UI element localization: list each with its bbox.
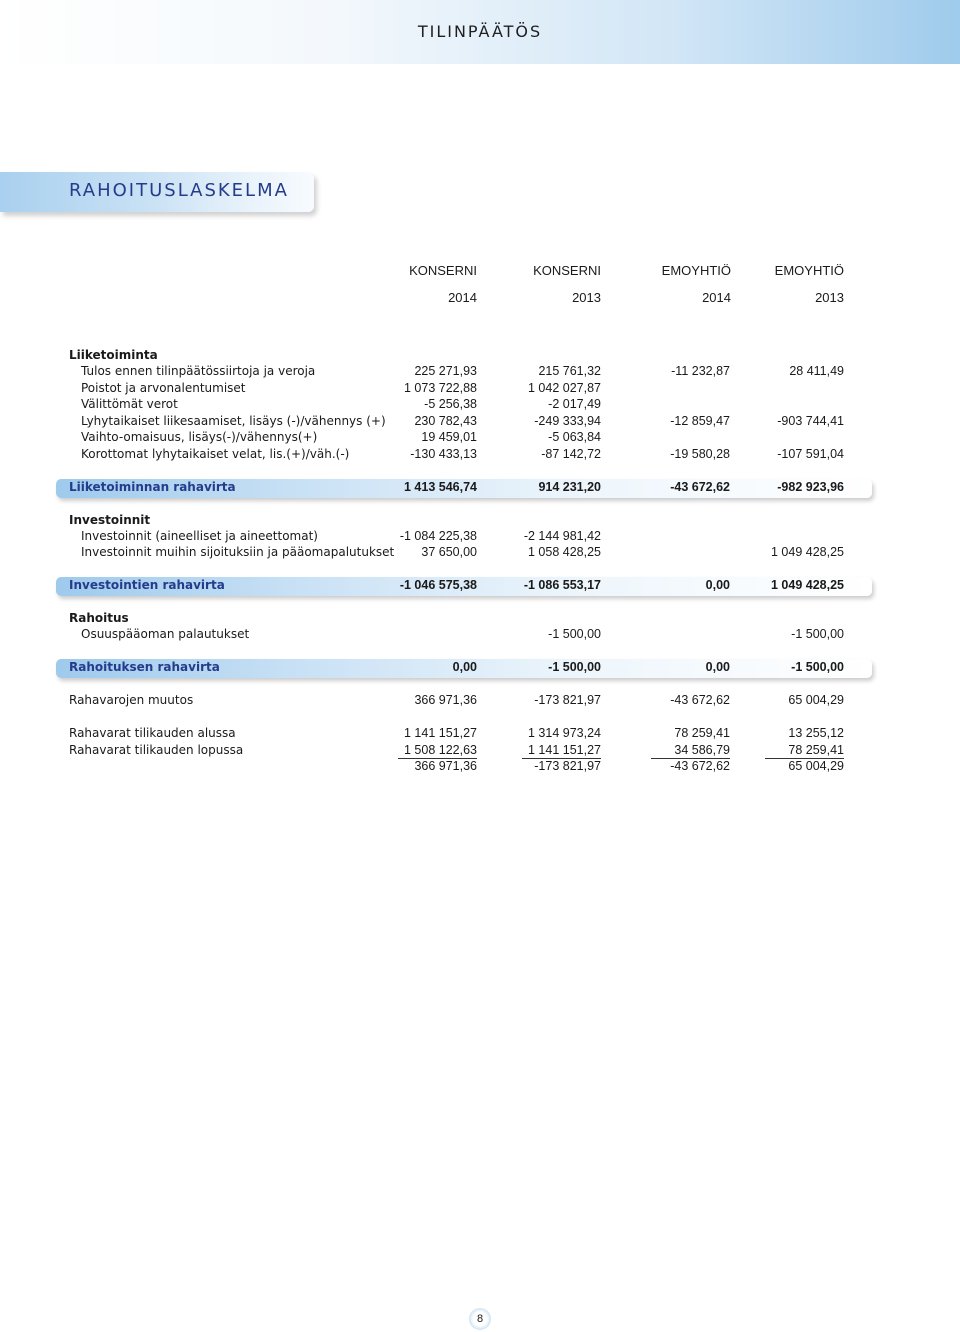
row-value: 65 004,29	[788, 693, 844, 707]
difference-value: 65 004,29	[788, 759, 844, 773]
total-value: -1 086 553,17	[523, 578, 601, 592]
row-value: 1 042 027,87	[528, 381, 601, 395]
row-value: 1 314 973,24	[528, 726, 601, 740]
row-value: 225 271,93	[414, 364, 477, 378]
column-header-year: 2014	[448, 290, 477, 305]
column-header-entity: KONSERNI	[533, 263, 601, 278]
column-header-year: 2014	[702, 290, 731, 305]
row-label: Vaihto-omaisuus, lisäys(-)/vähennys(+)	[81, 430, 318, 444]
row-value: 34 586,79	[674, 743, 730, 757]
row-label: Investoinnit (aineelliset ja aineettomat)	[81, 529, 318, 543]
row-value: 19 459,01	[421, 430, 477, 444]
row-value: 78 259,41	[788, 743, 844, 757]
row-value: -2 017,49	[548, 397, 601, 411]
total-value: -982 923,96	[777, 480, 844, 494]
total-label: Liiketoiminnan rahavirta	[69, 480, 236, 494]
row-label: Rahavarat tilikauden alussa	[69, 726, 236, 740]
total-value: 0,00	[705, 660, 730, 674]
page-header-title: TILINPÄÄTÖS	[417, 22, 543, 41]
row-value: -173 821,97	[534, 693, 601, 707]
column-header-year: 2013	[815, 290, 844, 305]
row-value: 1 049 428,25	[771, 545, 844, 559]
total-label: Rahoituksen rahavirta	[69, 660, 220, 674]
row-value: -107 591,04	[777, 447, 844, 461]
row-value: -5 256,38	[424, 397, 477, 411]
section-heading-investoinnit: Investoinnit	[69, 513, 151, 527]
row-value: 1 141 151,27	[404, 726, 477, 740]
total-value: -43 672,62	[670, 480, 730, 494]
row-value: -12 859,47	[670, 414, 730, 428]
row-value: -249 333,94	[534, 414, 601, 428]
row-value: -43 672,62	[670, 693, 730, 707]
row-value: 1 073 722,88	[404, 381, 477, 395]
row-label: Korottomat lyhytaikaiset velat, lis.(+)/väh.(-)	[81, 447, 350, 461]
row-label: Rahavarat tilikauden lopussa	[69, 743, 244, 757]
row-value: -1 084 225,38	[399, 529, 477, 543]
row-value: 28 411,49	[789, 364, 844, 378]
row-value: 1 508 122,63	[404, 743, 477, 757]
total-value: -1 500,00	[548, 660, 601, 674]
row-value: -903 744,41	[777, 414, 844, 428]
row-label: Lyhytaikaiset liikesaamiset, lisäys (-)/vähennys (+)	[81, 414, 386, 428]
row-value: 13 255,12	[788, 726, 844, 740]
column-header-entity: EMOYHTIÖ	[774, 263, 844, 278]
row-value: 78 259,41	[674, 726, 730, 740]
row-value: 1 141 151,27	[528, 743, 601, 757]
column-header-year: 2013	[572, 290, 601, 305]
column-header-entity: KONSERNI	[409, 263, 477, 278]
total-value: 0,00	[705, 578, 730, 592]
row-label: Rahavarojen muutos	[69, 693, 194, 707]
total-value: 0,00	[452, 660, 477, 674]
row-value: 1 058 428,25	[528, 545, 601, 559]
row-value: 37 650,00	[421, 545, 477, 559]
row-value: -130 433,13	[410, 447, 477, 461]
row-value: -87 142,72	[541, 447, 601, 461]
row-label: Investoinnit muihin sijoituksiin ja pääomapalutukset	[81, 545, 395, 559]
row-value: -1 500,00	[791, 627, 844, 641]
row-label: Tulos ennen tilinpäätössiirtoja ja veroja	[81, 364, 316, 378]
row-value: -1 500,00	[548, 627, 601, 641]
difference-value: -173 821,97	[534, 759, 601, 773]
total-value: -1 046 575,38	[399, 578, 477, 592]
total-value: 1 049 428,25	[771, 578, 844, 592]
row-value: -2 144 981,42	[523, 529, 601, 543]
total-value: -1 500,00	[791, 660, 844, 674]
section-heading-rahoitus: Rahoitus	[69, 611, 129, 625]
row-value: 230 782,43	[414, 414, 477, 428]
total-value: 914 231,20	[538, 480, 601, 494]
row-value: 366 971,36	[414, 693, 477, 707]
row-label: Välittömät verot	[81, 397, 178, 411]
difference-value: -43 672,62	[670, 759, 730, 773]
row-label: Poistot ja arvonalentumiset	[81, 381, 246, 395]
row-value: 215 761,32	[538, 364, 601, 378]
section-title: RAHOITUSLASKELMA	[69, 180, 289, 201]
row-value: -5 063,84	[548, 430, 601, 444]
page-number: 8	[469, 1308, 491, 1330]
row-label: Osuuspääoman palautukset	[81, 627, 250, 641]
total-value: 1 413 546,74	[404, 480, 477, 494]
difference-value: 366 971,36	[414, 759, 477, 773]
total-label: Investointien rahavirta	[69, 578, 225, 592]
row-value: -19 580,28	[670, 447, 730, 461]
column-header-entity: EMOYHTIÖ	[661, 263, 731, 278]
section-heading-liiketoiminta: Liiketoiminta	[69, 348, 158, 362]
row-value: -11 232,87	[671, 364, 730, 378]
